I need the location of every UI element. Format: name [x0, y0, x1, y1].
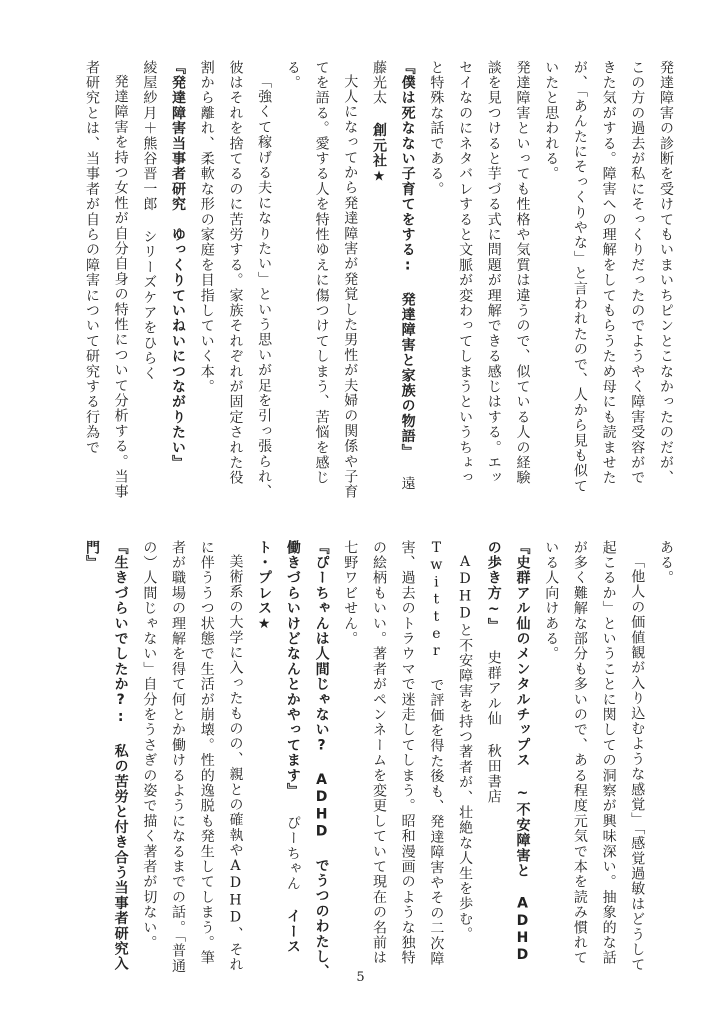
- book1-description-2: 「強くて稼げる夫になりたい」という思いが足を引っ張られ、彼はそれを捨てるのに苦労する。家族それぞれが固定された役割から離れ、柔軟な形の家庭を目指していく本。: [198, 60, 273, 500]
- intro-paragraph-1: 発達障害の診断を受けてもいまいちピンとこなかったのだが、この方の過去が私にそっくりだったのでようやく障害受容ができた気がする。障害への理解をしてもらうため母にも読ませたが、「あんたにそっくりやな」と言われたので、人から見も似ていたと思われる。: [543, 60, 674, 494]
- bottom-text-block: [70, 540, 680, 980]
- top-text-block: [70, 60, 680, 500]
- book4-publisher: イースト・プレス★: [256, 540, 301, 955]
- continued-text: ある。: [658, 540, 674, 586]
- book1-title: 『僕は死なない子育てをする: 発達障害と家族の物語』: [399, 60, 416, 460]
- book3-publisher: 秋田書店: [485, 743, 502, 805]
- book3-title: 『史群アル仙のメンタルチップス ~不安障害と ADHD の歩き方~』: [485, 540, 531, 965]
- book1-author: 遠藤光太: [370, 60, 416, 492]
- book5-title: 『生きづらいでしたか?: 私の苦労と付き合う当事者研究入門』: [83, 540, 129, 972]
- book4-title: 『ぴーちゃんは人間じゃない? ADHD でうつのわたし、働きづらいけどなんとかやってます』: [284, 540, 330, 980]
- book2-description: 発達障害を持つ女性が自分自身の特性について分析する。当事者研究とは、当事者が自らの障害について研究する行為で: [83, 60, 129, 500]
- intro-paragraph-2: 発達障害といっても性格や気質は違うので、似ている人の経験談を見つけると芋づる式に問題が理解できる感じはする。エッセイなのにネタバレすると文脈が変わってしまうというちょっと特殊な話である。: [428, 60, 531, 486]
- page-number: 5: [356, 970, 365, 985]
- book2-title: 『発達障害当事者研究 ゆっくりていねいにつながりたい』: [170, 60, 187, 471]
- book1-publisher: 創元社★: [370, 122, 387, 186]
- book2-description-continued: 「他人の価値観が入り込むような感覚」「感覚過敏はどうして起こるか」ということに関しての洞察が興味深い。抽象的な話が多く難解な部分も多いので、ある程度元気で本を読み慣れている人向けある。: [543, 540, 646, 973]
- book4-description: 美術系の大学に入ったものの、親との確執やADHD、それに伴ううつ状態で生活が崩壊。性的逸脱も発生してしまう。筆者が職場の理解を得て何とか働けるようになるまでの話。「普通の）人間じゃない」自分をうさぎの姿で描く著者が切ない。: [141, 540, 244, 974]
- book3-author: 史群アル仙: [485, 650, 502, 727]
- book4-author: ぴーちゃん: [284, 815, 301, 892]
- book2-author: 綾屋紗月＋熊谷晋一郎: [141, 60, 158, 212]
- book2-publisher: シリーズケアをひらく: [141, 229, 158, 382]
- book1-description-1: 大人になってから発達障害が発覚した男性が夫婦の関係や子育てを語る。愛する人を特性ゆえに傷つけてしまう、苦悩を感じる。: [284, 60, 359, 500]
- book3-description: ADHDと不安障害を持つ著者が、壮絶な人生を歩む。Twitter で評価を得た後も、発達障害やその二次障害、過去のトラウマで迷走してしまう。昭和漫画のような独特の絵柄もいい。著者がペンネームを変更していて現在の名前は 七野ワビせん。: [342, 540, 474, 967]
